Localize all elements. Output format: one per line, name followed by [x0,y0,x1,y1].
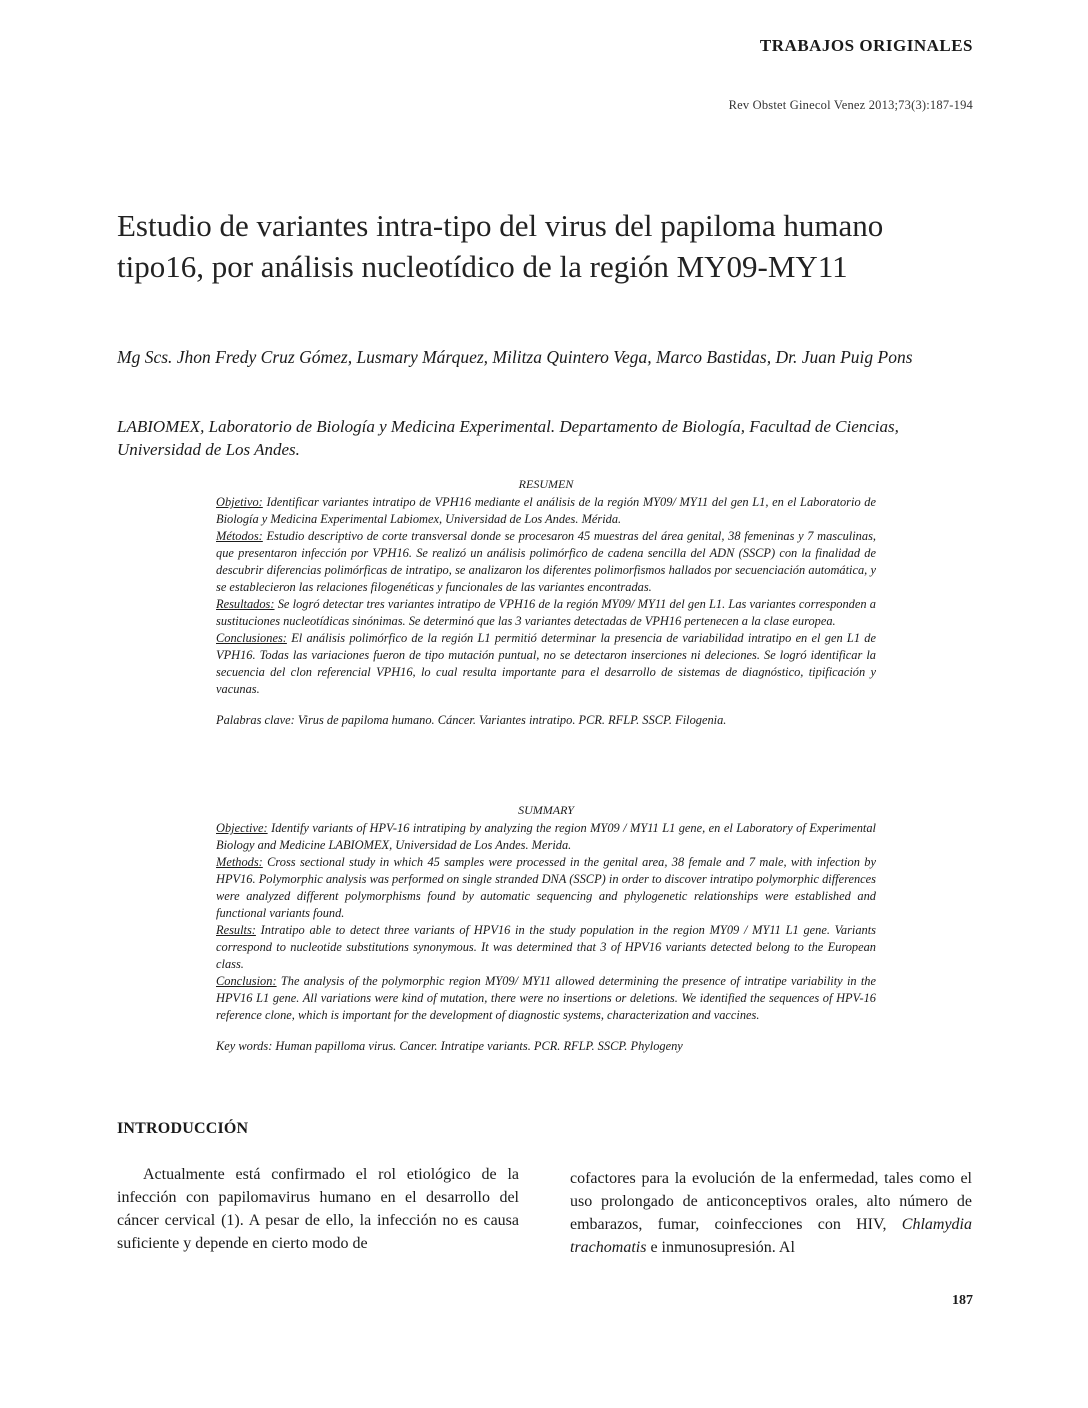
metodos-text: Estudio descriptivo de corte transversal donde se procesaron 45 muestras del área genital, 38 femeninas y 7 masculinas, que presentaron infección por VPH16. Se realizó un análisis polimórfico de cadena sencilla del ADN (SSCP) con la finalidad de descubrir diferencias polimórficas de intratipo, se analizaron los diferentes polimorfismos hallados por secuenciación automática, y se establecieron las relaciones filogenéticas y funcionales de las variantes encontradas. [216,529,876,594]
summary-methods [216,854,876,922]
methods-text: Cross sectional study in which 45 samples were processed in the genital area, 38 female and 7 male, with infection by HPV16. Polymorphic analysis was performed on single stranded DNA (SSCP) in order to discover intratipo polymorphic differences were analyzed different polymorphisms found by automatic sequencing and phylogenetic relationships were established and functional variants found. [216,855,876,920]
methods-label: Methods: [216,855,263,869]
introduction-paragraph: Actualmente está confirmado el rol etiológico de la infección con papilomavirus humano en el desarrollo del cáncer cervical (1). A pesar de ello, la infección no es causa suficiente y depende en cierto modo de [117,1166,519,1252]
conclusiones-text: El análisis polimórfico de la región L1 permitió determinar la presencia de variabilidad intratipo en el gen L1 de VPH16. Todas las variaciones fueron de tipo mutación puntual, no se detectaron inserciones ni deleciones. Se logró identificar la secuencia del clon referencial VPH16, lo cual resulta importante para el desarrollo de sistemas de diagnóstico, tipificación y vacunas. [216,631,876,696]
page-number: 187 [952,1293,973,1308]
conclusion-label: Conclusion: [216,974,277,988]
summary-keywords: Key words: Human papilloma virus. Cancer. Intratipe variants. PCR. RFLP. SSCP. Phylogeny [216,1039,683,1053]
resultados-text: Se logró detectar tres variantes intratipo de VPH16 de la región MY09/ MY11 del gen L1. Las variantes corresponden a sustituciones nucleotídicas sinónimas. Se determinó que las 3 variantes detectadas de VPH16 pertenecen a la clase europea. [216,597,876,628]
resultados-label: Resultados: [216,597,275,611]
species-name: Chlamydia trachomatis [570,1216,972,1256]
metodos-label: Métodos: [216,529,263,543]
resumen-metodos [216,528,876,596]
summary-results [216,922,876,973]
resumen-keywords: Palabras clave: Virus de papiloma humano. Cáncer. Variantes intratipo. PCR. RFLP. SSCP. Filogenia. [216,713,727,727]
resumen-objetivo [216,494,876,528]
article-authors: Mg Scs. Jhon Fredy Cruz Gómez, Lusmary Márquez, Militza Quintero Vega, Marco Bastidas, Dr. Juan Puig Pons [117,347,913,367]
summary-conclusion [216,973,876,1024]
conclusion-text: The analysis of the polymorphic region MY09/ MY11 allowed determining the presence of intratipe variability in the HPV16 L1 gene. All variations were kind of mutation, there were no insertions or deletions. We identified the sequences of HPV-16 reference clone, which is important for the development of diagnostic systems, characterization and vaccines. [216,974,876,1022]
introduction-paragraph-continued [570,1167,972,1259]
objetivo-text: Identificar variantes intratipo de VPH16 mediante el análisis de la región MY09/ MY11 del gen L1, en el Laboratorio de Biología y Medicina Experimental Labiomex, Universidad de Los Andes. Mérida. [216,495,876,526]
resumen-resultados [216,596,876,630]
conclusiones-label: Conclusiones: [216,631,287,645]
summary-heading: SUMMARY [518,803,574,817]
section-label: TRABAJOS ORIGINALES [759,36,973,55]
resumen-block [216,476,876,729]
objetivo-label: Objetivo: [216,495,263,509]
article-title: Estudio de variantes intra-tipo del virus del papiloma humano tipo16, por análisis nucleotídico de la región MY09-MY11 [117,208,884,284]
right-text-end: e inmunosupresión. Al [646,1239,795,1256]
objective-label: Objective: [216,821,268,835]
introduction-right-column [570,1167,972,1259]
resumen-conclusiones [216,630,876,698]
article-affiliation: LABIOMEX, Laboratorio de Biología y Medicina Experimental. Departamento de Biología, Facultad de Ciencias, Universidad de Los Andes. [117,417,899,459]
summary-objective [216,820,876,854]
results-text: Intratipo able to detect three variants of HPV16 in the study population in the region MY09 / MY11 L1 gene. Variants correspond to nucleotide substitutions synonymous. It was determined that 3 of HPV16 variants detected belong to the European class. [216,923,876,971]
summary-block [216,802,876,1055]
right-text-start: cofactores para la evolución de la enfermedad, tales como el uso prolongado de anticonceptivos orales, alto número de embarazos, fumar, coinfecciones con HIV, [570,1170,972,1233]
results-label: Results: [216,923,256,937]
introduction-heading: INTRODUCCIÓN [117,1120,249,1137]
introduction-left-column [117,1163,519,1255]
resumen-heading: RESUMEN [518,477,574,491]
objective-text: Identify variants of HPV-16 intratiping by analyzing the region MY09 / MY11 L1 gene, en el Laboratory of Experimental Biology and Medicine LABIOMEX, Universidad de Los Andes. Merida. [216,821,876,852]
journal-reference: Rev Obstet Ginecol Venez 2013;73(3):187-194 [728,98,973,112]
